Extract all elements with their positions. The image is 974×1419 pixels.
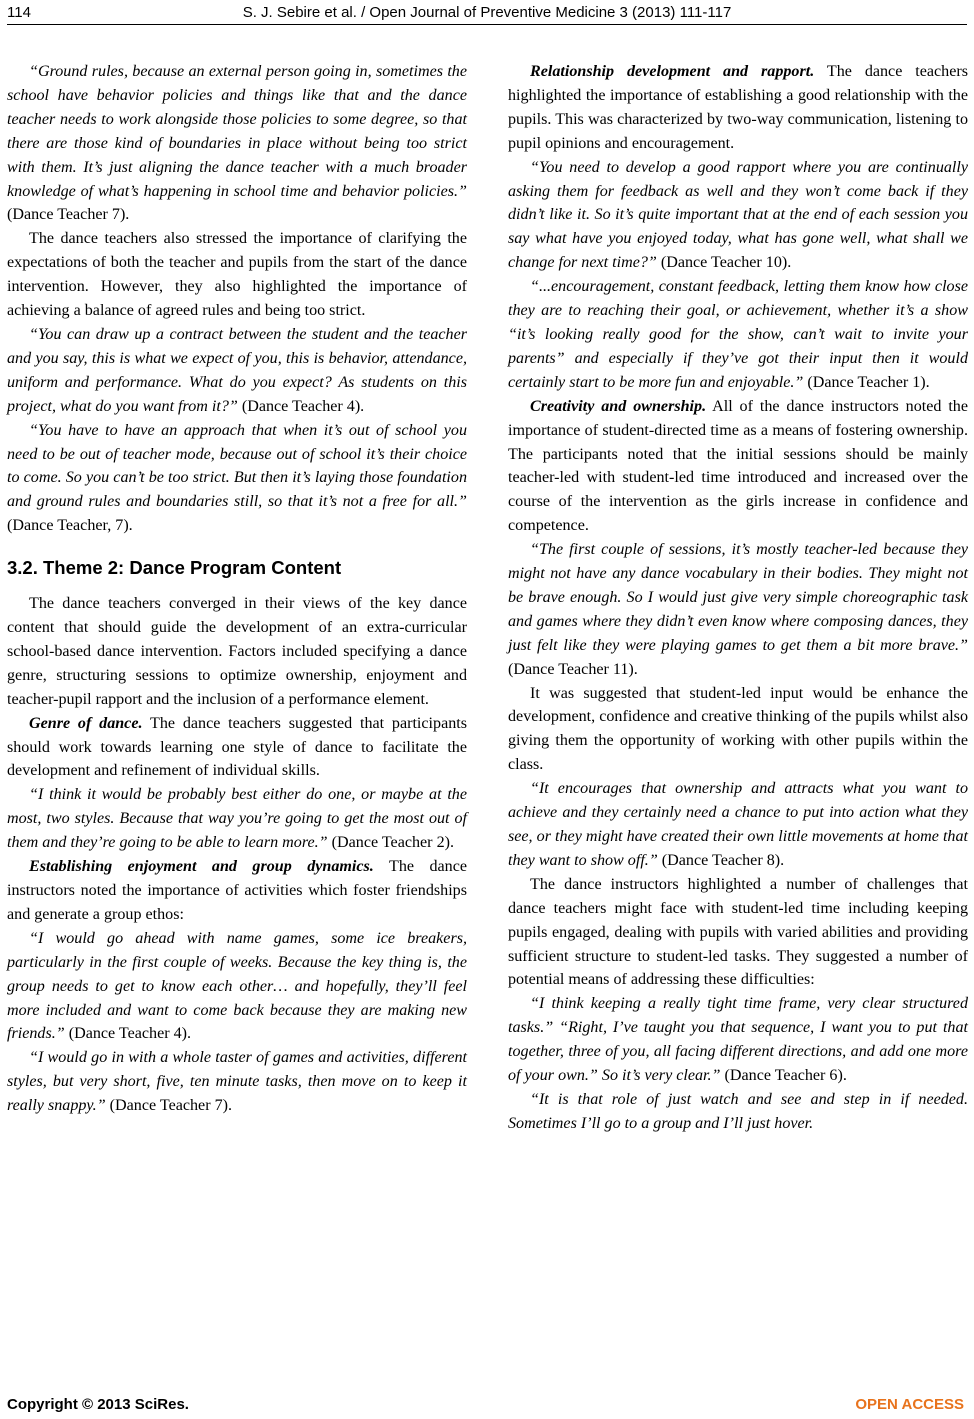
left-column [7, 60, 467, 1118]
body-paragraph [7, 855, 467, 927]
body-paragraph [7, 712, 467, 784]
quote-paragraph [508, 538, 968, 681]
quote-citation: (Dance Teacher 10). [656, 254, 792, 272]
quote-paragraph [7, 419, 467, 539]
body-paragraph [508, 60, 968, 156]
quote-paragraph [508, 275, 968, 395]
quote-citation: (Dance Teacher 7). [7, 206, 130, 224]
body-paragraph: The dance teachers converged in their views of the key dance content that should guide the development of an extra-curricular school-based dance intervention. Factors included specifying a dance genre, structuring sessions to optimize ownership, enjoyment and teacher-pupil rapport and the inclusion of a performance element. [7, 595, 467, 708]
subsection-heading: Genre of dance. [29, 714, 143, 732]
quote-citation: (Dance Teacher, 7). [7, 517, 133, 535]
section-heading: 3.2. Theme 2: Dance Program Content [7, 557, 342, 579]
quote-citation: (Dance Teacher 2). [327, 834, 454, 852]
quote-paragraph [7, 60, 467, 227]
quote-citation: (Dance Teacher 11). [508, 660, 638, 678]
quote-paragraph [7, 927, 467, 1047]
quote-citation: (Dance Teacher 6). [720, 1067, 847, 1085]
paragraph-text: The dance instructors noted the importance of activities which foster friendships and generate a group ethos: [7, 858, 467, 923]
quote-text: “I think keeping a really tight time frame, very clear structured tasks.” “Right, I’ve taught you that sequence, I want you to put that together, three of you, all facing different directions, and add one more of your own.” So it’s very clear.” [508, 995, 968, 1085]
header-rule [7, 24, 967, 25]
subsection-heading: Creativity and ownership. [530, 397, 707, 415]
running-title: S. J. Sebire et al. / Open Journal of Preventive Medicine 3 (2013) 111-117 [242, 4, 732, 21]
copyright-notice: Copyright © 2013 SciRes. [7, 1396, 189, 1413]
quote-paragraph [7, 1046, 467, 1118]
body-paragraph: The dance instructors highlighted a number of challenges that dance teachers might face with student-led time including keeping pupils engaged, dealing with pupils with varied abilities and providing sufficient structure to student-led tasks. They suggested a number of potential means of addressing these difficulties: [508, 875, 968, 989]
quote-text: “It encourages that ownership and attracts what you want to achieve and they certainly need a chance to put into action what they see, or they might have created their own little movements at home that they want to show off.” [508, 780, 968, 869]
body-paragraph: The dance teachers also stressed the importance of clarifying the expectations of both the teacher and pupils from the start of the dance intervention. However, they also highlighted the importance of achieving a balance of agreed rules and being too strict. [7, 230, 467, 320]
paragraph-text: The dance teachers suggested that participants should work towards learning one style of dance to facilitate the development and refinement of individual skills. [7, 714, 467, 780]
quote-paragraph [7, 783, 467, 855]
quote-paragraph [508, 992, 968, 1088]
quote-paragraph [508, 1088, 968, 1136]
body-paragraph: It was suggested that student-led input would be enhance the development, confidence and creative thinking of the pupils whilst also giving them the opportunity of working with other pupils within the class. [508, 684, 968, 774]
quote-text: “You can draw up a contract between the student and the teacher and you say, this is what we expect of you, this is behavior, attendance, uniform and performance. What do you expect? As students on this project, what do you want from it?” [7, 325, 467, 415]
quote-paragraph [508, 777, 968, 873]
quote-text: “I would go ahead with name games, some ice breakers, particularly in the first couple of weeks. Because the key thing is, the group needs to get to know each other… and hopefully, they’ll feel more included and want to come back because they are making new friends.” [7, 929, 467, 1043]
quote-citation: (Dance Teacher 4). [237, 397, 365, 415]
quote-paragraph [7, 323, 467, 419]
quote-text: “You have to have an approach that when it’s out of school you need to be out of teacher mode, because out of school it’s their choice to come. So you can’t be too strict. But then it’s laying those foundation and ground rules and boundaries still, so that it’s not a free for all.” [7, 421, 467, 511]
quote-text: “Ground rules, because an external person going in, sometimes the school have behavior policies and things like that and the dance teacher needs to work alongside those policies to some degree, so that there are those kind of boundaries in place without being too strict with them. It’s just aligning the dance teacher with a much broader knowledge of what’s happening in school time and behavior policies.” [7, 63, 467, 200]
quote-citation: (Dance Teacher 7). [105, 1097, 233, 1115]
quote-text: “The first couple of sessions, it’s mostly teacher-led because they might not have any dance vocabulary in their bodies. They might not be brave enough. So I would just give very simple choreographic task and games where they didn’t even know where composing dances, they just felt like they were playing games to get them a bit more brave.” [508, 541, 968, 654]
open-access-label: OPEN ACCESS [855, 1396, 964, 1413]
quote-text: “I think it would be probably best either do one, or maybe at the most, two styles. Because that way you’re going to get the most out of them and they’re going to be able to learn more.” [7, 786, 467, 852]
quote-paragraph [508, 156, 968, 276]
quote-citation: (Dance Teacher 1). [803, 373, 930, 391]
subsection-heading: Establishing enjoyment and group dynamics. [29, 858, 374, 876]
paragraph-text: The dance teachers highlighted the importance of establishing a good relationship with the pupils. This was characterized by two-way communication, listening to pupil opinions and encouragement. [508, 63, 968, 152]
quote-text: “It is that role of just watch and see and step in if needed. Sometimes I’ll go to a group and I’ll just hover. [508, 1090, 968, 1132]
right-column [508, 60, 968, 1136]
quote-citation: (Dance Teacher 4). [64, 1025, 192, 1043]
subsection-heading: Relationship development and rapport. [530, 63, 815, 80]
quote-text: “You need to develop a good rapport where you are continually asking them for feedback as well and they won’t come back if they didn’t like it. So it’s quite important that at the end of each session you say what have you enjoyed today, what has gone well, what shall we change for next time?” [508, 158, 968, 272]
paragraph-text: All of the dance instructors noted the importance of student-directed time as a means of fostering ownership. The participants noted that the initial sessions should be mainly teacher-led with student-led time introduced and increased over the course of the intervention as the girls increase in confidence and competence. [508, 397, 968, 535]
quote-text: “I would go in with a whole taster of games and activities, different styles, but very short, five, ten minute tasks, then move on to keep it really snappy.” [7, 1049, 467, 1115]
quote-text: “...encouragement, constant feedback, letting them know how close they are to reaching their goal, or achievement, whether it’s a show “it’s looking really good for the show, can’t wait to invite your parents” and especially if they’ve got their input then it would certainly start to be more fun and enjoyable.” [508, 278, 968, 391]
body-paragraph [508, 395, 968, 538]
page-header [0, 0, 974, 30]
quote-citation: (Dance Teacher 8). [657, 851, 785, 869]
page-number: 114 [7, 4, 31, 21]
